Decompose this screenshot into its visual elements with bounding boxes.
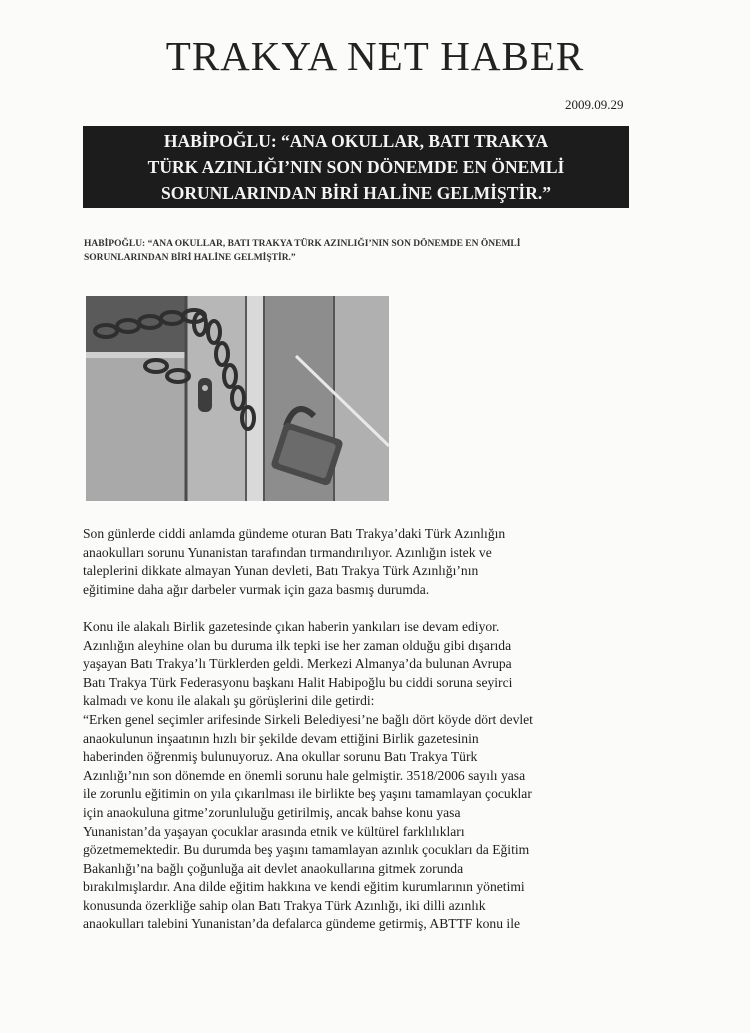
masthead: TRAKYA NET HABER <box>165 33 585 79</box>
subheadline-line: SORUNLARINDAN BİRİ HALİNE GELMİŞTİR.” <box>84 253 296 263</box>
paragraph-2-line: ile zorunlu eğitimin on yıla çıkarılması ile birlikte beş yaşını tamamlayan çocuklar <box>83 786 532 802</box>
paragraph-2-line: Azınlığı’nın son dönemde en önemli sorunu hale gelmiştir. 3518/2006 sayılı yasa <box>83 767 526 783</box>
paragraph-1-line: taleplerini dikkate almayan Yunan devleti, Batı Trakya Türk Azınlığı’nın <box>83 563 479 579</box>
subheadline-line: HABİPOĞLU: “ANA OKULLAR, BATI TRAKYA TÜRK AZINLIĞI’NIN SON DÖNEMDE EN ÖNEMLİ <box>84 239 521 249</box>
subheadline <box>84 237 644 265</box>
paragraph-2-line: anaokulunun inşaatının hızlı bir şekilde devam ettiğini Birlik gazetesinin <box>83 730 479 746</box>
paragraph-2-line: Azınlığın aleyhine olan bu duruma ilk tepki ise her zaman olduğu gibi dışarıda <box>83 637 512 653</box>
paragraph-2-line: anaokulları talebini Yunanistan’da defalarca gündeme getirmiş, ABTTF konu ile <box>83 916 521 932</box>
paragraph-gap <box>83 599 643 618</box>
paragraph-2-line: Bakanlığı’na bağlı çoğunluğa ait devlet anaokullarına gitmek zorunda <box>83 860 464 876</box>
paragraph-2-line: Konu ile alakalı Birlik gazetesinde çıkan haberin yankıları ise devam ediyor. <box>83 618 500 634</box>
photo-illustration <box>86 296 389 501</box>
paragraph-2-line: bırakılmışlardır. Ana dilde eğitim hakkına ve kendi eğitim kurumlarının yönetimi <box>83 879 525 895</box>
article-date: 2009.09.29 <box>565 97 624 112</box>
paragraph-2-line: konusunda özerkliğe sahip olan Batı Trakya Türk Azınlığı, iki dilli azınlık <box>83 897 486 913</box>
paragraph-1-line: Son günlerde ciddi anlamda gündeme oturan Batı Trakya’daki Türk Azınlığın <box>83 526 506 541</box>
headline-banner <box>83 126 629 208</box>
headline-line: TÜRK AZINLIĞI’NIN SON DÖNEMDE EN ÖNEMLİ <box>147 157 565 177</box>
paragraph-2-line: için anaokuluna gitme’zorunluluğu getirilmiş, ancak bahse konu yasa <box>83 804 461 820</box>
paragraph-2-line: Yunanistan’da yaşayan çocuklar arasında etnik ve kültürel farklılıkları <box>83 823 465 839</box>
paragraph-2-line: kalmadı ve konu ile alakalı şu görüşlerini dile getirdi: <box>83 693 375 709</box>
headline-line: SORUNLARINDAN BİRİ HALİNE GELMİŞTİR.” <box>161 183 551 203</box>
headline-line: HABİPOĞLU: “ANA OKULLAR, BATI TRAKYA <box>163 131 549 151</box>
article-body <box>83 525 643 934</box>
paragraph-1-line: anaokulları sorunu Yunanistan tarafından tırmandırılıyor. Azınlığın istek ve <box>83 544 492 560</box>
paragraph-1-line: eğitimine daha ağır darbeler vurmak için gaza basmış durumda. <box>83 581 430 597</box>
paragraph-2-line: gözetmemektedir. Bu durumda beş yaşını tamamlayan azınlık çocukları da Eğitim <box>83 842 530 858</box>
paragraph-2-line: haberinden öğrenmiş bulunuyoruz. Ana okullar sorunu Batı Trakya Türk <box>83 749 478 765</box>
paragraph-2-line: Batı Trakya Türk Federasyonu başkanı Halit Habipoğlu bu ciddi soruna seyirci <box>83 674 513 690</box>
paragraph-2-line: “Erken genel seçimler arifesinde Sirkeli Belediyesi’ne bağlı dört köyde dört devlet <box>83 711 533 727</box>
paragraph-2-line: yaşayan Batı Trakya’lı Türklerden geldi. Merkezi Almanya’da bulunan Avrupa <box>83 656 512 672</box>
chained-door-padlock-photo <box>86 296 389 501</box>
